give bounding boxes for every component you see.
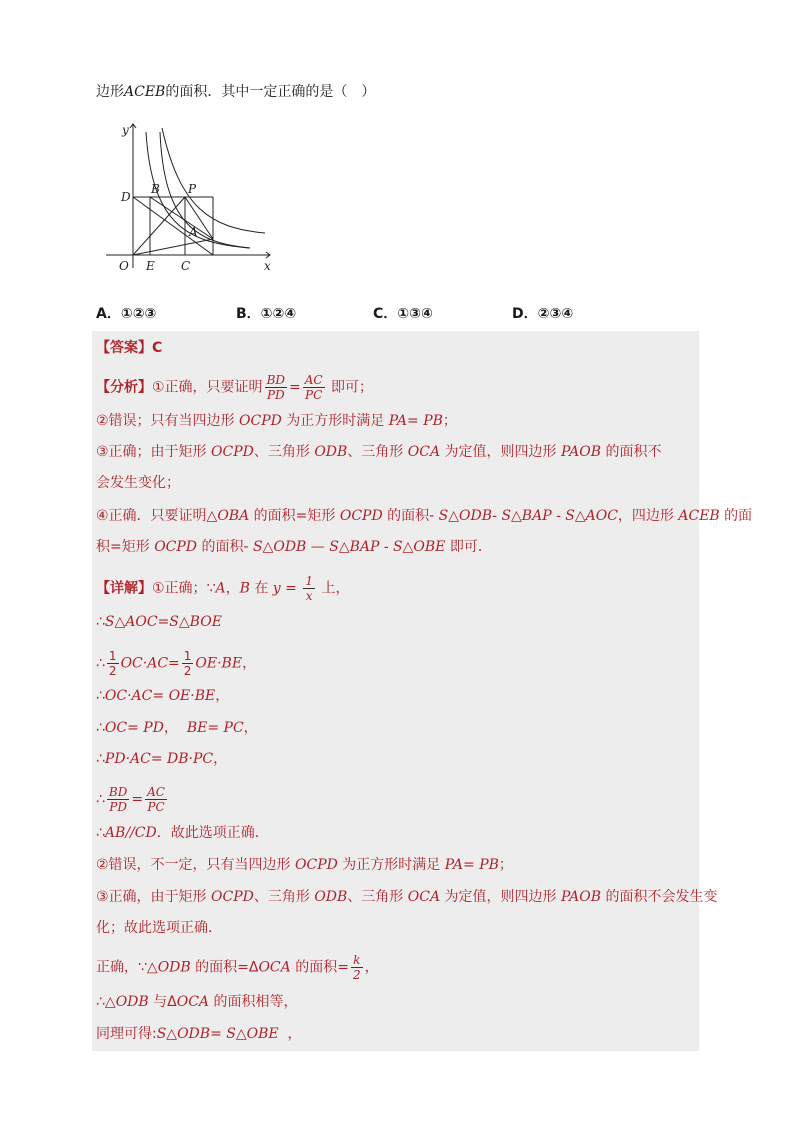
detail-line-9: ②错误，不一定，只有当四边形 OCPD 为正方形时满足 PA= PB； <box>96 857 513 873</box>
analysis-line-6: 积=矩形 OCPD 的面积- S△ODB — S△BAP - S△OBE 即可． <box>96 539 492 555</box>
label-e: E <box>146 259 155 273</box>
detail-line-11: 化；故此选项正确． <box>96 920 222 936</box>
detail-line-6: ∴PD·AC= DB·PC， <box>96 751 228 767</box>
detail-line-14: 同理可得:S△ODB= S△OBE ， <box>96 1026 302 1042</box>
label-b: B <box>151 182 160 196</box>
label-o: O <box>119 259 129 273</box>
detail-line-4: ∴OC·AC= OE·BE， <box>96 688 230 704</box>
label-y: y <box>122 123 129 137</box>
hyperbola-figure <box>100 118 285 278</box>
detail-line-5: ∴OC= PD， BE= PC， <box>96 720 258 736</box>
label-a: A <box>189 225 198 239</box>
option-a: A．①②③ <box>96 306 157 322</box>
label-x: x <box>264 259 271 273</box>
q-text-b: 的面积．其中一定正确的是（ ） <box>165 84 376 100</box>
q-text-a: 边形 <box>96 84 124 100</box>
detail-line-8: ∴AB//CD．故此选项正确． <box>96 825 269 841</box>
detail-line-10: ③正确，由于矩形 OCPD、三角形 ODB、三角形 OCA 为定值，则四边形 PAOB 的面积不会发生变 <box>96 889 718 905</box>
answer-line: 【答案】C <box>96 340 163 356</box>
label-d: D <box>121 190 131 204</box>
analysis-line-2: ②错误；只有当四边形 OCPD 为正方形时满足 PA= PB； <box>96 413 457 429</box>
option-c: C．①③④ <box>373 306 433 322</box>
detail-line-7: ∴ $\frac{BD}{PD}$ = $\frac{AC}{PC}$ <box>96 785 165 814</box>
detail-line-13: ∴△ODB 与ΔOCA 的面积相等， <box>96 994 298 1010</box>
detail-line-3: ∴ $\frac{1}{2}$ OC·AC= $\frac{1}{2}$ OE·BE， <box>96 649 257 678</box>
option-d: D．②③④ <box>512 306 574 322</box>
label-p: P <box>188 182 197 196</box>
segments <box>133 197 213 255</box>
detail-line-1: 【详解】①正确；∵A，B 在 y = $\frac{1}{x}$ 上， <box>96 574 350 603</box>
analysis-line-1: 【分析】①正确，只要证明 $\frac{BD}{PD}$ = $\frac{AC}{PC}$ 即可； <box>96 373 374 402</box>
question-text <box>96 82 375 102</box>
detail-line-12: 正确，∵△ODB 的面积=ΔOCA 的面积= $\frac{k}{2}$ ， <box>96 953 379 982</box>
option-b: B．①②④ <box>236 306 297 322</box>
analysis-line-3: ③正确；由于矩形 OCPD、三角形 ODB、三角形 OCA 为定值，则四边形 PAOB 的面积不 <box>96 444 662 460</box>
label-c: C <box>181 259 191 273</box>
q-var: ACEB <box>124 84 166 100</box>
analysis-line-4: 会发生变化； <box>96 475 180 491</box>
analysis-line-5: ④正确．只要证明△OBA 的面积=矩形 OCPD 的面积- S△ODB- S△BAP - S△AOC，四边形 ACEB 的面 <box>96 508 753 524</box>
hyperbola-curves <box>146 128 265 248</box>
detail-line-2: ∴S△AOC=S△BOE <box>96 614 222 630</box>
